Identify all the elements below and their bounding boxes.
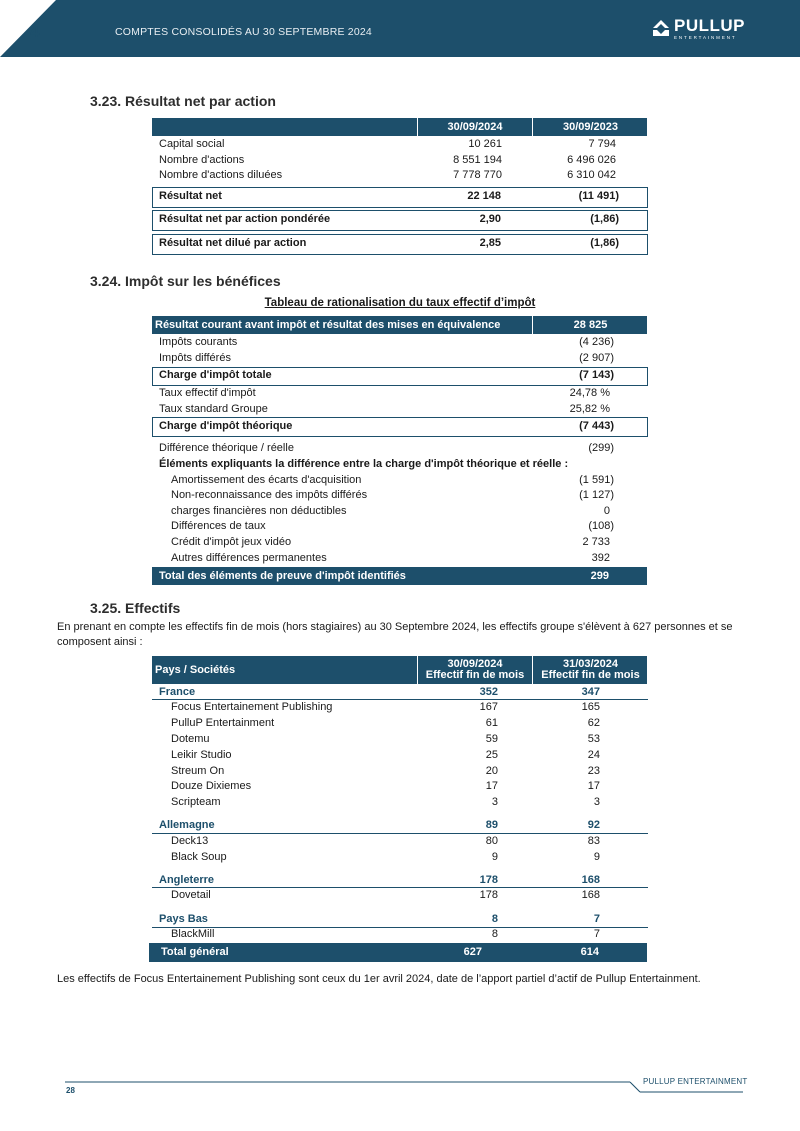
row-value-2023: 17	[587, 780, 600, 792]
row-value-2023: (1,86)	[590, 237, 619, 249]
group-name: Pays Bas	[159, 913, 208, 925]
row-value-2023: 6 310 042	[567, 169, 616, 181]
group-name: France	[159, 686, 196, 698]
row-value-2024: 80	[485, 835, 498, 847]
table-row	[152, 779, 648, 794]
col-header-2023: 30/09/2023	[532, 118, 648, 136]
total-value-2024: 627	[463, 946, 482, 958]
row-label: Capital social	[159, 138, 225, 150]
pullup-logo	[652, 18, 752, 42]
table-row	[152, 488, 648, 503]
row-value-2024: 7 778 770	[453, 169, 502, 181]
tax-table	[152, 316, 648, 586]
row-value-2023: (11 491)	[578, 190, 619, 202]
row-value: 25,82 %	[569, 403, 610, 415]
section-heading-3-25: 3.25. Effectifs	[90, 600, 181, 616]
logo-wordmark: PULLUP	[674, 16, 745, 35]
row-value: 0	[603, 505, 610, 517]
effectifs-note: Les effectifs de Focus Entertainement Publishing sont ceux du 1er avril 2024, date de l’apport partiel d’actif de Pullup Entertainment.	[57, 973, 701, 985]
row-label: PulluP Entertainment	[171, 717, 275, 729]
logo-mark-icon	[652, 19, 670, 37]
group-row-angleterre	[152, 873, 648, 888]
row-label: Nombre d'actions	[159, 154, 245, 166]
eps-table-header	[152, 118, 647, 136]
row-value-2023: 9	[593, 851, 600, 863]
boxed-row-charge-theorique	[152, 417, 648, 437]
table-row	[152, 335, 648, 350]
row-label: Black Soup	[171, 851, 227, 863]
row-value: (299)	[588, 442, 614, 454]
page-number: 28	[66, 1086, 75, 1095]
table-row	[152, 473, 648, 488]
row-value-2024: 178	[479, 889, 498, 901]
row-label: Résultat net dilué par action	[159, 237, 307, 249]
footer-company: PULLUP ENTERTAINMENT	[643, 1077, 748, 1086]
table-row	[152, 888, 648, 903]
total-label: Total des éléments de preuve d'impôt identifiés	[159, 569, 406, 582]
tax-table-header	[152, 316, 647, 334]
row-label: Autres différences permanentes	[171, 552, 327, 564]
col-header-sub: Effectif fin de mois	[425, 669, 525, 681]
header-title: COMPTES CONSOLIDÉS AU 30 SEPTEMBRE 2024	[115, 26, 372, 38]
table-row	[152, 850, 648, 865]
row-value-2024: 167	[479, 701, 498, 713]
row-value-2024: 10 261	[468, 138, 502, 150]
row-value-2023: 7 794	[588, 138, 616, 150]
table-row	[152, 519, 648, 534]
row-label: Charge d'impôt théorique	[159, 420, 293, 432]
row-value-2024: 9	[491, 851, 498, 863]
headcount-total-row	[149, 943, 647, 962]
row-value-2024: 20	[485, 765, 498, 777]
boxed-row-resultat-dilue	[152, 234, 648, 255]
logo-subtitle: ENTERTAINMENT	[674, 35, 737, 40]
row-label: Dovetail	[171, 889, 211, 901]
row-value-2023: 165	[581, 701, 600, 713]
elements-title: Éléments expliquants la différence entre la charge d'impôt théorique et réelle :	[159, 458, 569, 470]
row-value-2024: 8	[491, 928, 498, 940]
col-header-sep2024	[417, 656, 532, 684]
table-row	[152, 700, 648, 715]
col-header-date: 30/09/2024	[447, 658, 503, 670]
headcount-table	[152, 656, 648, 963]
table-row	[152, 927, 648, 942]
table-row	[152, 732, 648, 747]
row-value-2024: 3	[491, 796, 498, 808]
row-value-2023: 62	[587, 717, 600, 729]
row-value: 2 733	[582, 536, 610, 548]
col-header-sub: Effectif fin de mois	[541, 669, 640, 681]
group-name: Allemagne	[159, 819, 215, 831]
row-label: charges financières non déductibles	[171, 505, 347, 517]
table-row	[152, 535, 648, 550]
group-value-2023: 92	[587, 819, 600, 831]
row-label: Taux standard Groupe	[159, 403, 268, 415]
row-value-2023: 7	[593, 928, 600, 940]
row-label: Focus Entertainement Publishing	[171, 701, 333, 713]
group-value-2023: 7	[593, 913, 600, 925]
footer-rule	[65, 1081, 743, 1093]
tax-total-row	[152, 567, 647, 585]
row-value: 392	[591, 552, 610, 564]
headcount-table-header	[152, 656, 647, 684]
group-value-2023: 347	[581, 686, 600, 698]
group-value-2024: 8	[491, 913, 498, 925]
table-row	[152, 795, 648, 810]
section-heading-3-23: 3.23. Résultat net par action	[90, 93, 276, 109]
section-heading-3-24: 3.24. Impôt sur les bénéfices	[90, 273, 281, 289]
row-label: Charge d'impôt totale	[159, 369, 272, 381]
row-value-2024: 61	[485, 717, 498, 729]
row-label: Scripteam	[171, 796, 221, 808]
row-value: (1 127)	[579, 489, 614, 501]
group-value-2024: 352	[479, 686, 498, 698]
row-value-2023: 168	[581, 889, 600, 901]
col-header-date: 31/03/2024	[562, 658, 619, 670]
row-value-2023: 53	[587, 733, 600, 745]
row-label: BlackMill	[171, 928, 215, 940]
row-value: (2 907)	[579, 352, 614, 364]
table-row	[152, 402, 648, 417]
row-label: Impôts différés	[159, 352, 231, 364]
table-row	[152, 153, 648, 168]
group-row-pays-bas	[152, 912, 648, 927]
row-value-2024: 2,85	[479, 237, 501, 249]
table-row	[152, 764, 648, 779]
row-label: Douze Dixiemes	[171, 780, 252, 792]
table-row	[152, 386, 648, 401]
total-value: 299	[590, 569, 609, 582]
row-label: Impôts courants	[159, 336, 238, 348]
row-value-2023: (1,86)	[590, 213, 619, 225]
row-label: Différences de taux	[171, 520, 266, 532]
row-label: Deck13	[171, 835, 209, 847]
row-value: (1 591)	[579, 474, 614, 486]
table-row	[152, 504, 648, 519]
table-row	[152, 457, 648, 472]
table-row	[152, 748, 648, 763]
group-row-allemagne	[152, 818, 648, 833]
row-value-2024: 25	[485, 749, 498, 761]
effectifs-intro: En prenant en compte les effectifs fin de mois (hors stagiaires) au 30 Septembre 2024, les effectifs groupe s'élèvent à 627 personnes et se composent ainsi :	[57, 621, 733, 648]
row-label: Crédit d'impôt jeux vidéo	[171, 536, 292, 548]
row-value-2023: 83	[587, 835, 600, 847]
group-value-2023: 168	[581, 874, 600, 886]
row-value-2024: 8 551 194	[453, 154, 502, 166]
row-label: Leikir Studio	[171, 749, 232, 761]
row-value-2024: 22 148	[467, 190, 501, 202]
row-label: Différence théorique / réelle	[159, 442, 294, 454]
chapter-number: 4	[30, 22, 40, 41]
table-row	[152, 168, 648, 183]
row-value-2024: 59	[485, 733, 498, 745]
row-value-2024: 17	[485, 780, 498, 792]
boxed-row-charge-totale	[152, 367, 648, 386]
boxed-row-resultat-net	[152, 187, 648, 208]
group-name: Angleterre	[159, 874, 215, 886]
total-value-2023: 614	[580, 946, 599, 958]
col-header-pays: Pays / Sociétés	[155, 663, 236, 676]
row-label: Amortissement des écarts d'acquisition	[171, 474, 362, 486]
row-value: (7 443)	[579, 420, 614, 432]
tax-header-value: 28 825	[532, 316, 648, 334]
col-header-2024: 30/09/2024	[417, 118, 532, 136]
row-label: Nombre d'actions diluées	[159, 169, 283, 181]
group-value-2024: 89	[485, 819, 498, 831]
row-value-2023: 23	[587, 765, 600, 777]
row-value: 24,78 %	[569, 387, 610, 399]
row-value-2023: 3	[593, 796, 600, 808]
table-row	[152, 716, 648, 731]
row-value-2024: 2,90	[479, 213, 501, 225]
col-header-mar2024	[532, 656, 648, 684]
row-value-2023: 24	[587, 749, 600, 761]
row-label: Dotemu	[171, 733, 210, 745]
table-row	[152, 137, 648, 152]
row-label: Résultat net par action pondérée	[159, 213, 331, 225]
table-row	[152, 551, 648, 566]
table-row	[152, 351, 648, 366]
row-value-2023: 6 496 026	[567, 154, 616, 166]
tax-table-caption: Tableau de rationalisation du taux effectif d’impôt	[264, 297, 536, 309]
eps-table	[152, 118, 648, 260]
tax-header-label: Résultat courant avant impôt et résultat des mises en équivalence	[155, 318, 501, 331]
row-value: (4 236)	[579, 336, 614, 348]
table-row	[152, 834, 648, 849]
row-label: Non-reconnaissance des impôts différés	[171, 489, 368, 501]
row-label: Streum On	[171, 765, 225, 777]
page-header	[0, 0, 800, 57]
row-label: Taux effectif d'impôt	[159, 387, 256, 399]
row-value: (108)	[588, 520, 614, 532]
row-value: (7 143)	[579, 369, 614, 381]
row-label: Résultat net	[159, 190, 222, 202]
total-label: Total général	[161, 946, 229, 958]
group-value-2024: 178	[479, 874, 498, 886]
boxed-row-resultat-pondere	[152, 210, 648, 231]
group-row-france	[152, 685, 648, 700]
table-row	[152, 441, 648, 456]
